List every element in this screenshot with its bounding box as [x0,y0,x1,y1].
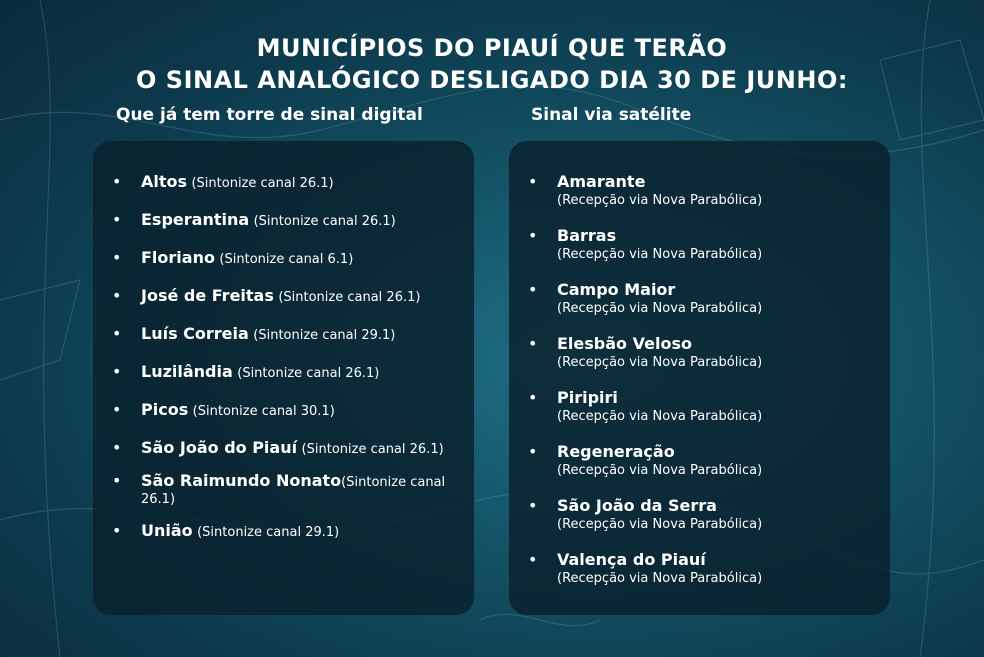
municipality-name: José de Freitas [141,286,274,305]
channel-note: (Sintonize canal 29.1) [197,525,340,540]
channel-note: (Sintonize canal 26.1) [278,290,421,305]
channel-note: (Sintonize canal 26.1) [237,366,380,381]
list-item [109,287,459,306]
municipality-name: Valença do Piauí [557,550,706,569]
bullet-icon: • [112,172,122,191]
municipality-name: Luzilândia [141,362,233,381]
main-title [0,32,984,96]
municipality-name: Picos [141,400,189,419]
channel-note: (Sintonize canal 26.1) [141,475,446,507]
bullet-icon: • [112,400,122,419]
satellite-heading: Sinal via satélite [531,105,692,125]
list-item [109,401,459,420]
list-item [525,281,875,317]
bullet-icon: • [112,438,122,457]
bullet-icon: • [528,172,538,191]
reception-note: (Recepção via Nova Parabólica) [557,463,763,478]
municipality-name: Luís Correia [141,324,249,343]
municipality-name: Floriano [141,248,215,267]
list-item [109,439,459,458]
list-item [525,497,875,533]
bullet-icon: • [112,471,122,490]
reception-note: (Recepção via Nova Parabólica) [557,409,763,424]
title-line-2: O SINAL ANALÓGICO DESLIGADO DIA 30 DE JUNHO: [136,66,848,94]
reception-note: (Recepção via Nova Parabólica) [557,301,763,316]
bullet-icon: • [112,210,122,229]
satellite-list [525,173,875,605]
channel-note: (Sintonize canal 26.1) [253,214,396,229]
reception-note: (Recepção via Nova Parabólica) [557,247,763,262]
channel-note: (Sintonize canal 30.1) [192,404,335,419]
list-item [525,443,875,479]
bullet-icon: • [528,226,538,245]
list-item [109,363,459,382]
bullet-icon: • [528,550,538,569]
channel-note: (Sintonize canal 26.1) [301,442,444,457]
municipality-name: União [141,521,193,540]
list-item [525,227,875,263]
bullet-icon: • [528,388,538,407]
reception-note: (Recepção via Nova Parabólica) [557,517,763,532]
bullet-icon: • [112,521,122,540]
municipality-name: Altos [141,172,188,191]
bullet-icon: • [528,442,538,461]
bullet-icon: • [528,496,538,515]
list-item [109,249,459,268]
bullet-icon: • [112,286,122,305]
digital-tower-list [109,173,459,560]
satellite-panel [509,141,890,615]
municipality-name: Regeneração [557,442,675,461]
municipality-name: Campo Maior [557,280,676,299]
bullet-icon: • [112,324,122,343]
bullet-icon: • [112,362,122,381]
reception-note: (Recepção via Nova Parabólica) [557,571,763,586]
reception-note: (Recepção via Nova Parabólica) [557,193,763,208]
title-line-1: MUNICÍPIOS DO PIAUÍ QUE TERÃO [256,34,728,62]
municipality-name: São João do Piauí [141,438,298,457]
digital-tower-panel [93,141,474,615]
bullet-icon: • [112,248,122,267]
municipality-name: Piripiri [557,388,618,407]
municipality-name: São João da Serra [557,496,717,515]
channel-note: (Sintonize canal 26.1) [191,176,334,191]
bullet-icon: • [528,280,538,299]
list-item [525,335,875,371]
list-item [525,389,875,425]
municipality-name: Esperantina [141,210,250,229]
municipality-name: Amarante [557,172,646,191]
bullet-icon: • [528,334,538,353]
list-item [109,325,459,344]
list-item [525,551,875,587]
reception-note: (Recepção via Nova Parabólica) [557,355,763,370]
municipality-name: Barras [557,226,617,245]
list-item [525,173,875,209]
channel-note: (Sintonize canal 6.1) [219,252,354,267]
list-item [109,472,459,508]
list-item [109,211,459,230]
channel-note: (Sintonize canal 29.1) [253,328,396,343]
list-item [109,522,459,541]
municipality-name: Elesbão Veloso [557,334,692,353]
digital-tower-heading: Que já tem torre de sinal digital [116,105,423,125]
list-item [109,173,459,192]
municipality-name: São Raimundo Nonato [141,471,342,490]
